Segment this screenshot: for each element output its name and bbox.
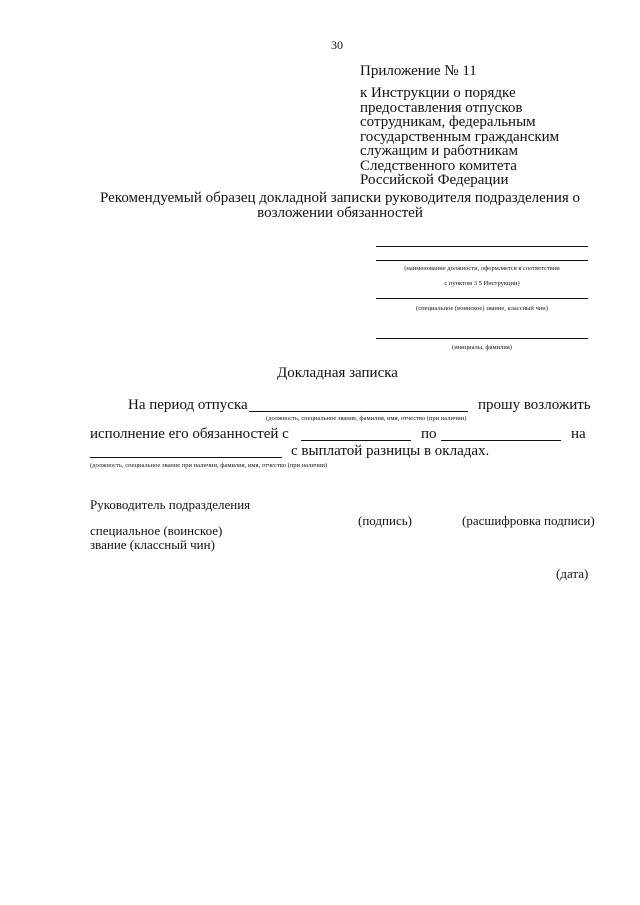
addressee-rank-caption: (специальное (воинское) звание, классный чин) <box>416 305 548 312</box>
start-date-line[interactable] <box>301 440 411 441</box>
appendix-line: Следственного комитета <box>360 157 517 174</box>
addressee-name-line[interactable] <box>376 338 588 339</box>
appendix-reference <box>360 86 559 188</box>
appendix-line: Российской Федерации <box>360 172 509 188</box>
addressee-position-line[interactable] <box>376 246 588 247</box>
addressee-position-line-2[interactable] <box>376 260 588 261</box>
appendix-line: к Инструкции о порядке <box>360 85 516 101</box>
appendix-line: служащим и работникам <box>360 143 518 159</box>
appendix-title: Приложение № 11 <box>360 63 477 79</box>
addressee-name-caption: (инициалы, фамилия) <box>452 344 512 351</box>
document-title-line: Рекомендуемый образец докладной записки руководителя подразделения о <box>99 190 581 206</box>
body-line3-end: с выплатой разницы в окладах. <box>291 443 490 459</box>
substitute-field-caption: (должность, специальное звание при наличии, фамилия, имя, отчество (при наличии) <box>90 462 328 469</box>
page-number: 30 <box>331 38 343 52</box>
memo-heading: Докладная записка <box>277 365 398 381</box>
document-title <box>60 191 620 221</box>
employee-field-line[interactable] <box>249 411 468 412</box>
end-date-line[interactable] <box>441 440 561 441</box>
appendix-line: предоставления отпусков <box>360 99 523 116</box>
addressee-rank-line[interactable] <box>376 298 588 299</box>
body-line2-mid: по <box>421 426 437 442</box>
appendix-line: государственным гражданским <box>360 128 560 145</box>
substitute-field-line[interactable] <box>90 457 282 458</box>
body-line1-start: На период отпуска <box>128 397 248 413</box>
employee-field-caption: (должность, специальное звание, фамилия, имя, отчество (при наличии) <box>266 415 467 422</box>
addressee-position-caption-2: с пунктом 3 5 Инструкции) <box>444 280 520 287</box>
addressee-position-caption: (наименование должности, оформляется в соответствии <box>404 265 560 272</box>
appendix-line: сотрудникам, федеральным <box>360 114 536 130</box>
signature-decoding-label: (расшифровка подписи) <box>462 513 595 528</box>
head-title: Руководитель подразделения <box>90 497 251 512</box>
date-label: (дата) <box>556 566 589 581</box>
rank-label-line2: звание (классный чин) <box>90 537 215 552</box>
body-line1-end: прошу возложить <box>478 397 591 413</box>
rank-label-line1: специальное (воинское) <box>90 523 223 538</box>
body-line2-end: на <box>571 426 586 442</box>
document-title-line: возложении обязанностей <box>257 205 423 221</box>
signature-label: (подпись) <box>358 513 412 528</box>
body-line2-start: исполнение его обязанностей с <box>90 426 289 442</box>
